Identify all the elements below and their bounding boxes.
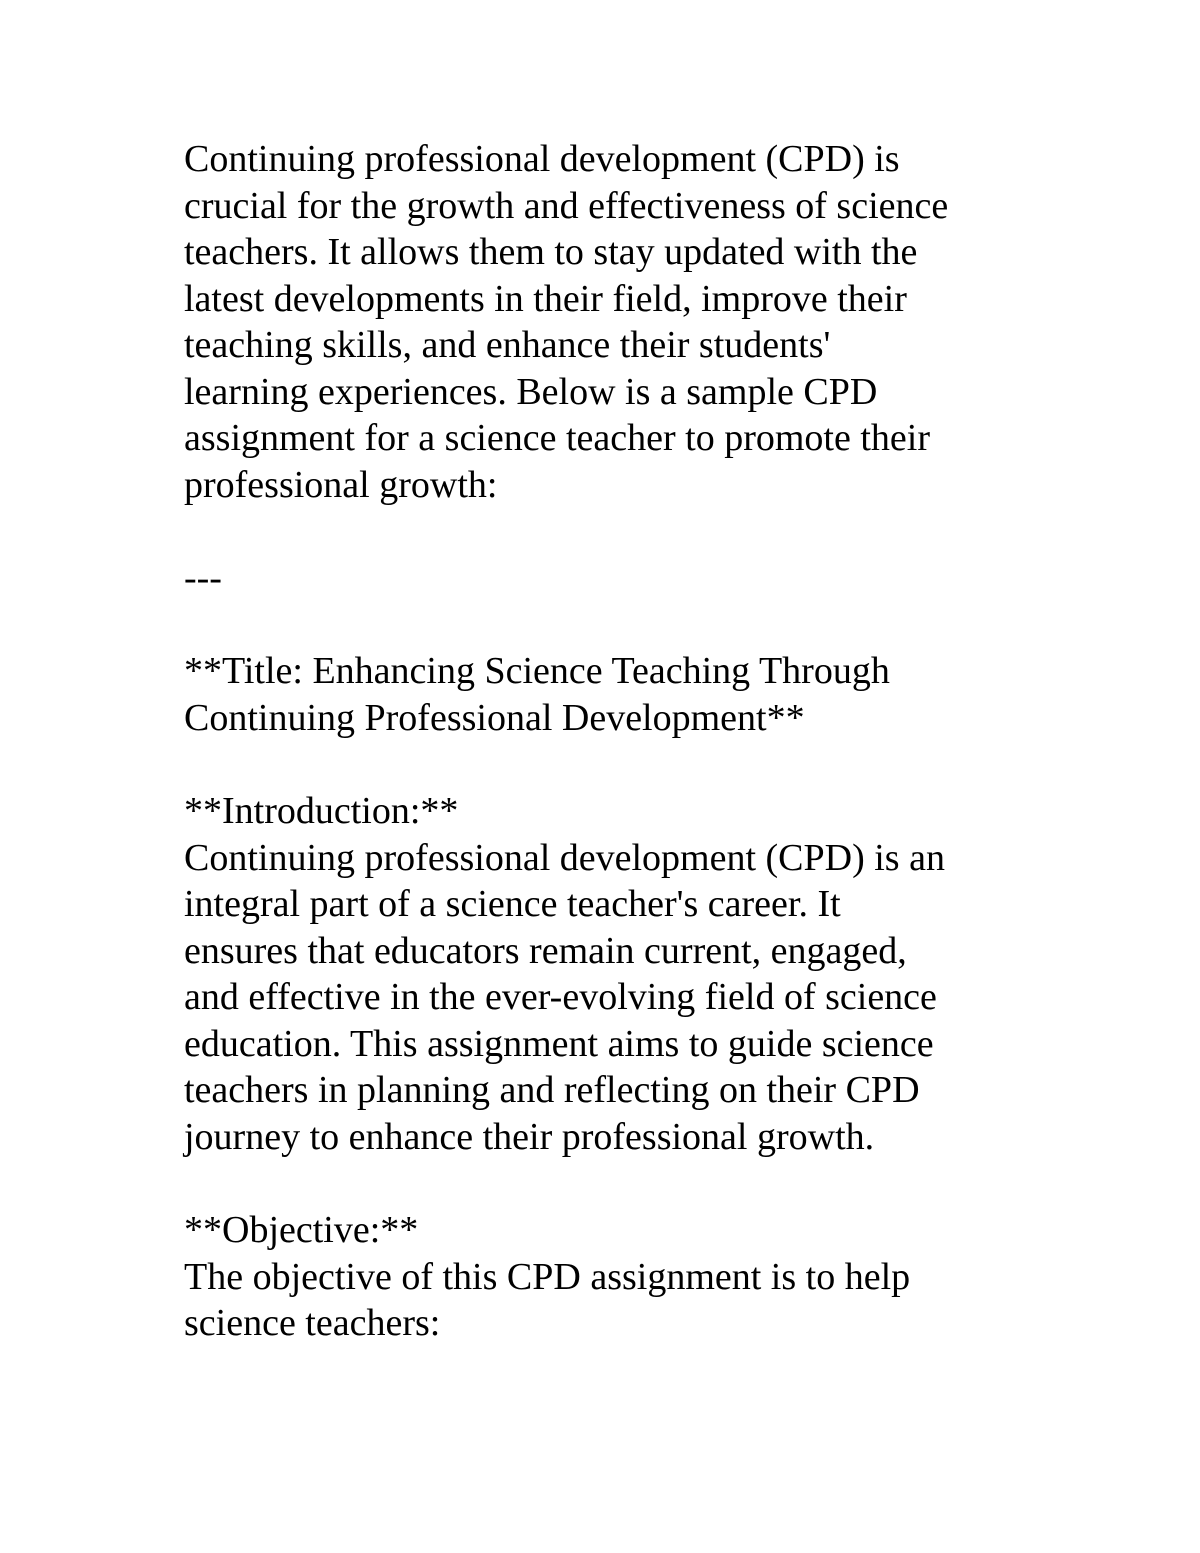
introduction-line: teachers in planning and reflecting on their CPD bbox=[184, 1069, 920, 1111]
introduction-section bbox=[184, 788, 1064, 1160]
intro-line: latest developments in their field, improve their bbox=[184, 277, 907, 320]
introduction-line: journey to enhance their professional growth. bbox=[184, 1115, 875, 1158]
intro-line: teaching skills, and enhance their students' bbox=[184, 324, 831, 366]
separator bbox=[184, 555, 1064, 602]
introduction-line: ensures that educators remain current, engaged, bbox=[184, 929, 907, 972]
introduction-line: education. This assignment aims to guide science bbox=[184, 1022, 934, 1065]
introduction-line: Continuing professional development (CPD) is an bbox=[184, 836, 945, 879]
separator-line: --- bbox=[184, 557, 222, 599]
intro-line: crucial for the growth and effectiveness of science bbox=[184, 184, 949, 227]
document-title bbox=[184, 648, 1064, 741]
intro-line: learning experiences. Below is a sample CPD bbox=[184, 370, 878, 413]
objective-line: science teachers: bbox=[184, 1302, 441, 1344]
intro-line: teachers. It allows them to stay updated with the bbox=[184, 231, 918, 273]
objective-line: The objective of this CPD assignment is to help bbox=[184, 1255, 911, 1298]
introduction-line: and effective in the ever-evolving field of science bbox=[184, 976, 937, 1018]
introduction-line: integral part of a science teacher's career. It bbox=[184, 883, 841, 925]
intro-line: Continuing professional development (CPD) is bbox=[184, 138, 900, 180]
intro-line: assignment for a science teacher to promote their bbox=[184, 417, 930, 459]
intro-paragraph bbox=[184, 136, 1064, 508]
title-line: **Title: Enhancing Science Teaching Through bbox=[184, 650, 890, 692]
introduction-heading: **Introduction:** bbox=[184, 790, 459, 832]
objective-heading: **Objective:** bbox=[184, 1209, 419, 1251]
objective-section bbox=[184, 1207, 1064, 1347]
intro-line: professional growth: bbox=[184, 463, 498, 506]
title-line: Continuing Professional Development** bbox=[184, 696, 805, 739]
